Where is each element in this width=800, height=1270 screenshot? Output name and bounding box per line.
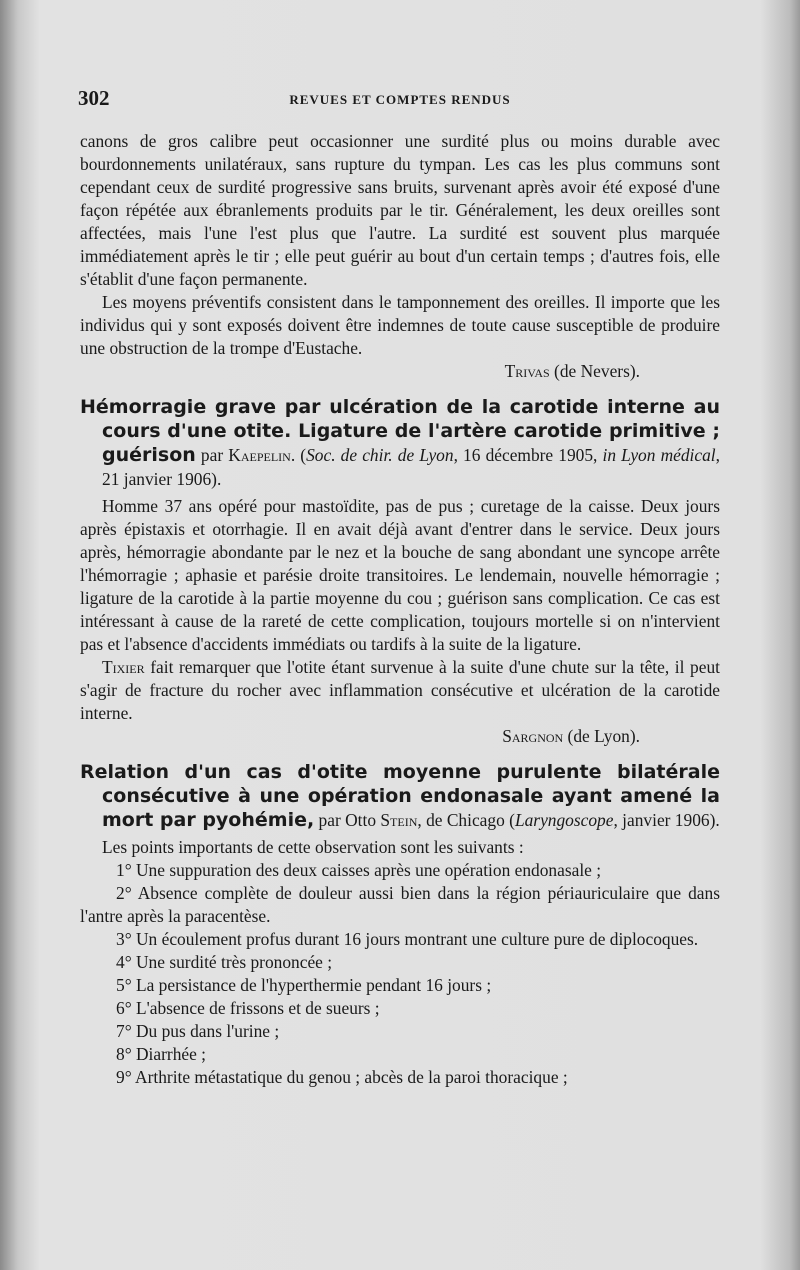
- running-title: REVUES ET COMPTES RENDUS: [289, 92, 511, 107]
- list-item: 3° Un écoulement profus durant 16 jours montrant une culture pure de diplocoques.: [116, 929, 699, 949]
- ref-journal: Laryngoscope: [514, 810, 614, 830]
- page-number: 302: [78, 86, 110, 110]
- article-author: Stein: [380, 810, 418, 830]
- article-author: Kaepelin: [228, 445, 291, 465]
- article-title-text: Hémorragie grave par ulcération de la carotide interne au cours d'une otite. Ligature de l'artère carotide primitive ; guérison: [80, 396, 720, 466]
- signature-sargnon: [80, 725, 720, 748]
- article-title-relation: [80, 760, 720, 832]
- paragraph-prevention: Les moyens préventifs consistent dans le tamponnement des oreilles. Il importe que les individus qui y sont exposés doivent être indemnes de toute cause susceptible de produire une obstruction de la trompe d'Eustache.: [80, 292, 720, 358]
- tixier-text: fait remarquer que l'otite étant survenue à la suite d'une chute sur la tête, il peut s'agir de fracture du rocher avec inflammation consécutive et ulcération de la carotide interne.: [80, 657, 720, 723]
- by-text: par Otto: [314, 810, 381, 830]
- ref-close: , janvier 1906).: [613, 810, 720, 830]
- signature-name: Sargnon: [502, 726, 564, 746]
- list-item: 7° Du pus dans l'urine ;: [116, 1021, 280, 1041]
- list-item: 4° Une surdité très prononcée ;: [116, 952, 333, 972]
- signature-name: Trivas: [504, 361, 550, 381]
- ref-mid: , 16 décembre 1905,: [453, 445, 603, 465]
- ref-open: . (: [290, 445, 307, 465]
- paragraph-continued: canons de gros calibre peut occasionner une surdité plus ou moins durable avec bourdonnements unilatéraux, sans rupture du tympan. Les cas les plus communs sont cependant ceux de surdité progressive sans bruits, survenant après avoir été exposé d'une façon répétée aux ébranlements produits par le tir. Généralement, les deux oreilles sont affectées, mais l'une l'est plus que l'autre. La surdité est souvent plus marquée immédiatement après le tir ; elle peut guérir au bout d'un certain temps ; d'autres fois, elle s'établit d'une façon permanente.: [80, 131, 720, 289]
- list-item: 9° Arthrite métastatique du genou ; abcès de la paroi thoracique ;: [116, 1067, 568, 1087]
- list-item: 8° Diarrhée ;: [116, 1044, 207, 1064]
- running-header: [78, 86, 722, 114]
- ref-open: , de Chicago (: [417, 810, 515, 830]
- list-item: 5° La persistance de l'hyperthermie pendant 16 jours ;: [116, 975, 492, 995]
- signature-place: (de Lyon).: [563, 726, 640, 746]
- tixier-name: Tixier: [102, 657, 145, 677]
- list-item: 2° Absence complète de douleur aussi bien dans la région périauriculaire que dans l'antre après la paracentèse.: [80, 883, 720, 926]
- paragraph-intro: Les points importants de cette observation sont les suivants :: [102, 837, 524, 857]
- ref-journal-2: in Lyon médical: [602, 445, 716, 465]
- paragraph-tixier: [80, 656, 720, 725]
- list-item: 6° L'absence de frissons et de sueurs ;: [116, 998, 380, 1018]
- list-item: 1° Une suppuration des deux caisses après une opération endonasale ;: [116, 860, 602, 880]
- ref-close: , 21 janvier 1906).: [102, 445, 720, 489]
- signature-place: (de Nevers).: [549, 361, 640, 381]
- paragraph-case: Homme 37 ans opéré pour mastoïdite, pas de pus ; curetage de la caisse. Deux jours après épistaxis et otorrhagie. Il en avait déjà avant d'entrer dans le service. Deux jours après, hémorragie abondante par le nez et la bouche de sang abondant une syncope arrête l'hémorragie ; aphasie et parésie droite transitoires. Le lendemain, nouvelle hémorragie ; ligature de la carotide à la partie moyenne du cou ; guérison sans complication. Ce cas est intéressant à cause de la rareté de cette complication, toujours mortelle si on n'intervient pas et l'absence d'accidents immédiats ou tardifs à la suite de la ligature.: [80, 496, 720, 654]
- by-text: par: [195, 445, 229, 465]
- ref-journal: Soc. de chir. de Lyon: [306, 445, 454, 465]
- points-list: [80, 859, 720, 1089]
- article-title-hemorragie: [80, 395, 720, 491]
- article-title-text: Relation d'un cas d'otite moyenne purulente bilatérale consécutive à une opération endonasale ayant amené la mort par pyohémie,: [80, 761, 720, 831]
- signature-trivas: [80, 360, 720, 383]
- page-body: [80, 130, 720, 1089]
